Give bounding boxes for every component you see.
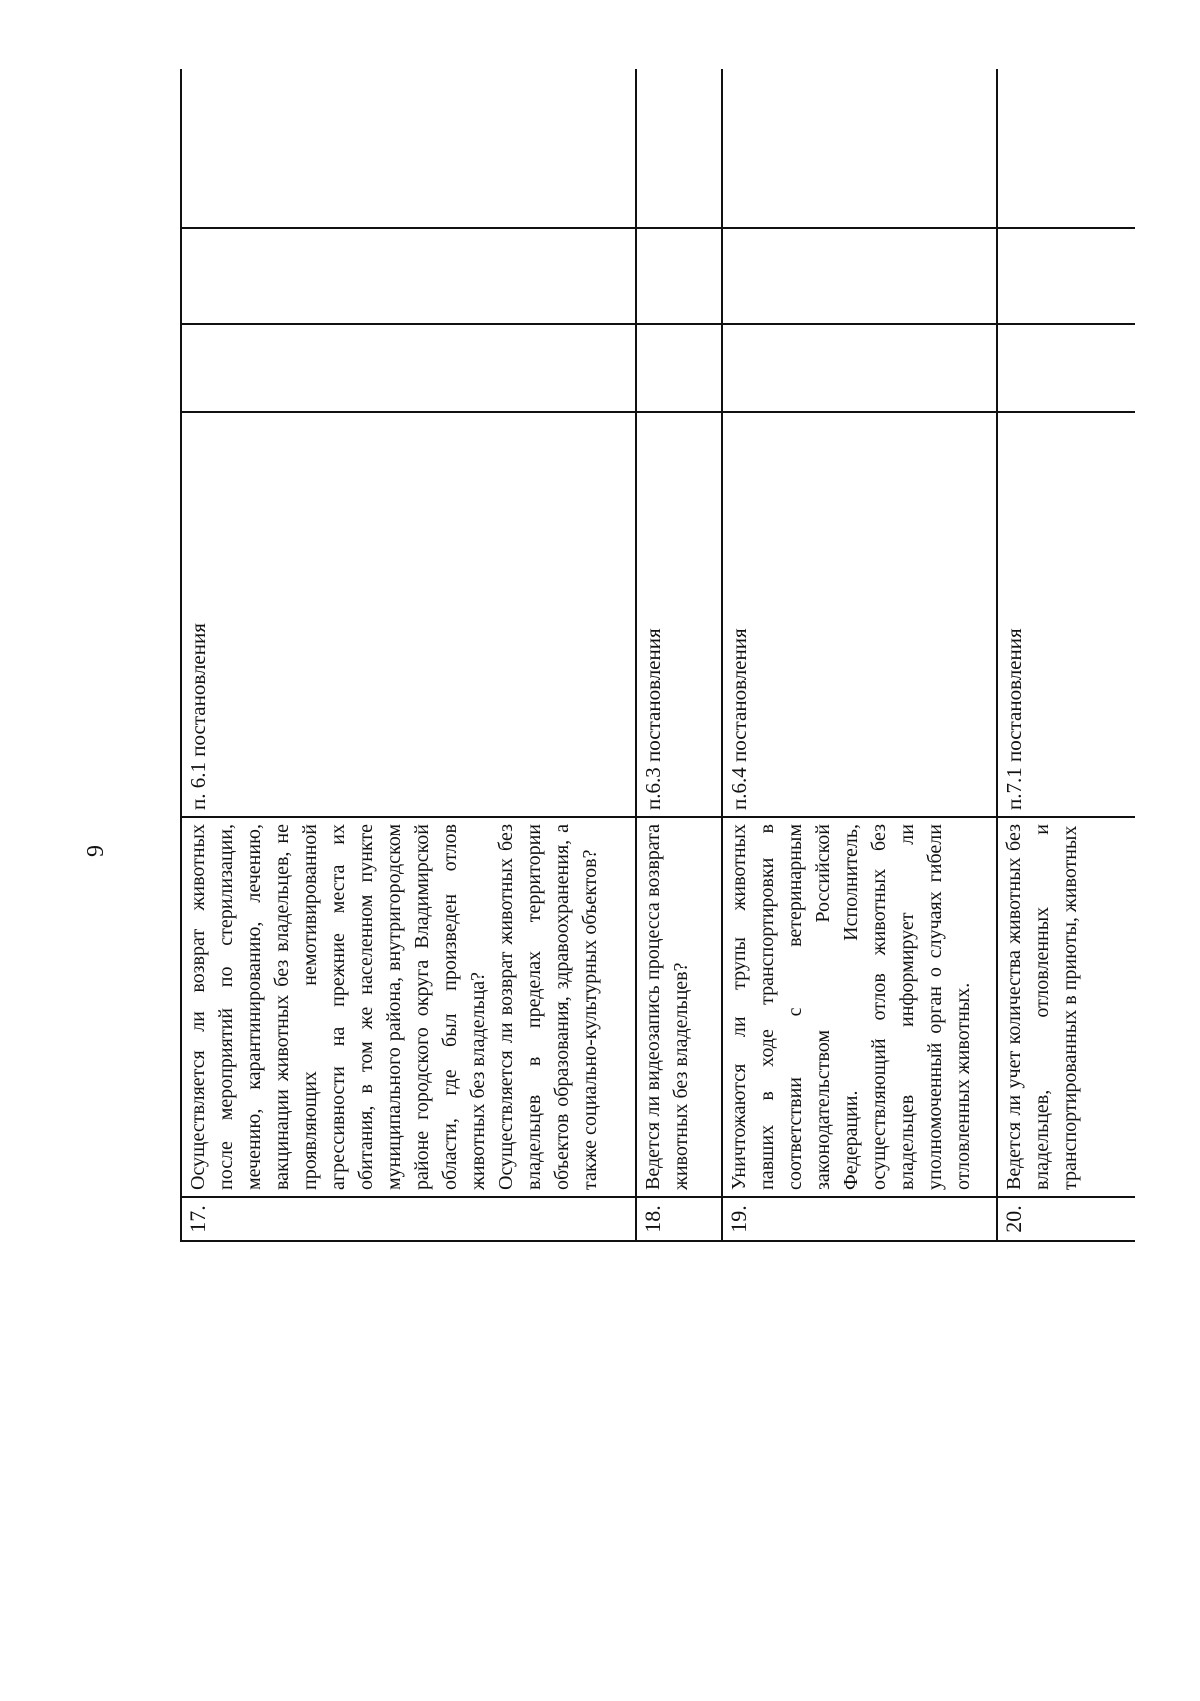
table-row xyxy=(997,69,1135,1241)
answer-no-cell xyxy=(181,228,636,324)
answer-no-cell xyxy=(722,228,997,324)
checklist-table xyxy=(180,69,1135,1242)
legal-reference: п. 6.1 постановления xyxy=(181,412,636,817)
row-number: 20. xyxy=(997,1197,1135,1241)
table-row xyxy=(636,69,722,1241)
question-paragraph: Осуществляется ли возврат животных после мероприятий по стерилизации, мечению, карантинированию, лечению, вакцинации животных без владельцев, не проявляющих немотивированной агрессивности на прежние места их обитания, в том же населенном пункте муниципального района, внутригородском районе городского округа Владимирской области, где был произведен отлов животных без владельца? xyxy=(187,824,489,1190)
row-number: 19. xyxy=(722,1197,997,1241)
answer-yes-cell xyxy=(636,324,722,412)
table-row xyxy=(722,69,997,1241)
table-row xyxy=(181,69,636,1241)
question-text: Уничтожаются ли трупы животных павших в ходе транспортировки в соответствии с ветеринарным законодательством Российской Федерации. Исполнитель, осуществляющий отлов животных без владельцев информирует ли уполномоченный орган о случаях гибели отловленных животных. xyxy=(722,817,997,1197)
answer-no-cell xyxy=(636,228,722,324)
question-text: Ведется ли видеозапись процесса возврата животных без владельцев? xyxy=(636,817,722,1197)
row-number: 17. xyxy=(181,1197,636,1241)
answer-na-cell xyxy=(636,69,722,228)
table-viewport xyxy=(180,69,1135,1242)
question-text: Ведется ли учет количества животных без владельцев, отловленных и транспортированных в приюты, животных xyxy=(997,817,1135,1197)
legal-reference: п.6.3 постановления xyxy=(636,412,722,817)
question-paragraph: Осуществляется ли возврат животных без владельцев в пределах территории объектов образования, здравоохранения, а также социально-культурных объектов? xyxy=(495,824,601,1190)
legal-reference: п.6.4 постановления xyxy=(722,412,997,817)
answer-na-cell xyxy=(997,69,1135,228)
answer-yes-cell xyxy=(181,324,636,412)
answer-no-cell xyxy=(997,228,1135,324)
answer-yes-cell xyxy=(997,324,1135,412)
legal-reference: п.7.1 постановления xyxy=(997,412,1135,817)
answer-yes-cell xyxy=(722,324,997,412)
answer-na-cell xyxy=(722,69,997,228)
answer-na-cell xyxy=(181,69,636,228)
rotated-table-wrapper xyxy=(180,69,1135,1242)
question-text xyxy=(181,817,636,1197)
page-number: 9 xyxy=(83,845,109,857)
row-number: 18. xyxy=(636,1197,722,1241)
